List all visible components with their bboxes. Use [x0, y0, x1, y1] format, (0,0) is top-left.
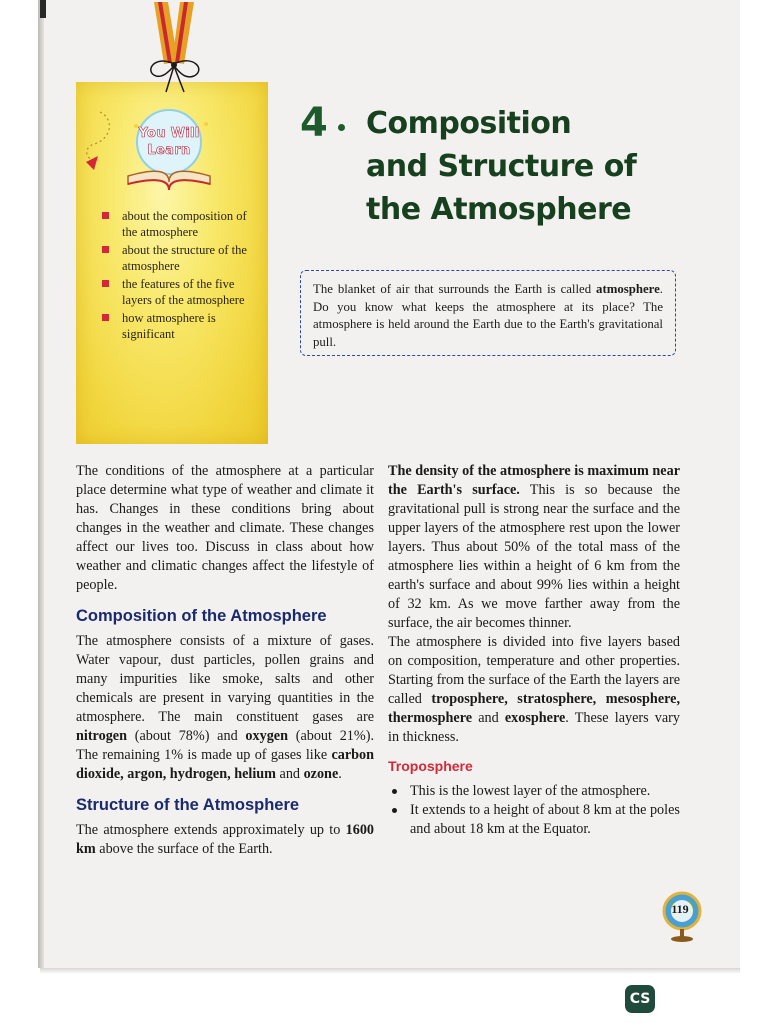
learn-badge-line2: Learn	[147, 143, 191, 158]
intro-bold-term: atmosphere	[596, 282, 660, 296]
chapter-title	[366, 102, 666, 231]
ribbon-bow-icon	[144, 2, 204, 94]
text: The atmosphere is divided into five layers based on composition, temperature and other properties. Starting from the surface of the Earth the layers are called	[388, 634, 680, 707]
intro-paragraph: The conditions of the atmosphere at a particular place determine what type of weather and climate it has. Changes in these conditions bring about changes in the weather and climate. These changes affect our lives too. Discuss in class about how weather and climatic changes affect the lifestyle of people.	[76, 463, 374, 593]
book-spine	[38, 0, 44, 968]
bold-term: exosphere	[504, 710, 566, 726]
composition-paragraph	[76, 632, 374, 784]
bold-term: oxygen	[245, 728, 288, 744]
subheading-troposphere: Troposphere	[388, 758, 473, 774]
bold-term: The density of the atmosphere is maximum near the Earth's surface.	[388, 463, 680, 498]
you-will-learn-badge	[114, 104, 224, 194]
text: and	[275, 766, 304, 782]
bold-term: 1600 km	[76, 822, 374, 857]
page-number: 119	[671, 902, 689, 916]
bold-term: carbon dioxide, argon, hydrogen, helium	[76, 747, 374, 782]
bullet-item: This is the lowest layer of the atmosphere.	[388, 782, 680, 801]
chapter-title-line2: and Structure of	[366, 149, 637, 184]
text: The atmosphere consists of a mixture of gases. Water vapour, dust particles, pollen grains and many impurities like smoke, salts and other chemicals are present in varying quantities in the atmosphere. The main constituent gases are	[76, 633, 374, 725]
chapter-number: 4	[300, 100, 328, 146]
intro-text: The blanket of air that surrounds the Earth is called	[313, 282, 597, 296]
bold-term: troposphere, stratosphere, mesosphere, thermosphere	[388, 691, 680, 726]
right-column	[388, 462, 680, 839]
left-column	[76, 462, 374, 859]
intro-box	[300, 270, 676, 356]
text: This is so because the gravitational pull is strong near the surface and the upper layers of the atmosphere rest upon the lower layers. Thus about 50% of the total mass of the atmosphere lies within a height of 6 km from the earth's surface and about 99% lies within a height of 32 km. As we move farther away from the surface, the air becomes thinner.	[388, 482, 680, 631]
bullet-item: It extends to a height of about 8 km at the poles and about 18 km at the Equator.	[388, 801, 680, 839]
learn-list-item: the features of the five layers of the atmosphere	[102, 276, 262, 308]
page-bottom-edge	[40, 968, 740, 974]
density-paragraph	[388, 462, 680, 633]
text: above the surface of the Earth.	[95, 841, 273, 857]
text: (about 78%) and	[126, 728, 246, 744]
chapter-title-line3: the Atmosphere	[366, 192, 632, 227]
text: The atmosphere extends approximately up to	[76, 822, 346, 838]
intro-text: . Do you know what keeps the atmosphere at its place? The atmosphere is held around the Earth due to the Earth's gravitational pull.	[313, 282, 663, 349]
text: .	[338, 766, 342, 782]
spine-mark	[40, 0, 46, 18]
learn-list-item: about the composition of the atmosphere	[102, 208, 262, 240]
structure-paragraph	[76, 821, 374, 859]
troposphere-bullets	[388, 782, 680, 839]
globe-icon	[660, 890, 706, 944]
learn-badge-line1: You Will	[138, 126, 200, 141]
section-heading-composition: Composition of the Atmosphere	[76, 607, 327, 625]
bold-term: ozone	[303, 766, 339, 782]
text: (about 21%). The remaining 1% is made up of gases like	[76, 728, 374, 763]
learn-list-item: about the structure of the atmosphere	[102, 242, 262, 274]
text: and	[472, 710, 505, 726]
camscanner-logo: CS	[625, 985, 655, 1013]
chapter-dot	[338, 124, 345, 131]
bold-term: nitrogen	[76, 728, 127, 744]
chapter-title-line1: Composition	[366, 106, 572, 141]
section-heading-structure: Structure of the Atmosphere	[76, 796, 300, 814]
learn-list	[102, 208, 262, 344]
learn-list-item: how atmosphere is significant	[102, 310, 262, 342]
layers-paragraph	[388, 633, 680, 747]
text: . These layers vary in thickness.	[388, 710, 680, 745]
